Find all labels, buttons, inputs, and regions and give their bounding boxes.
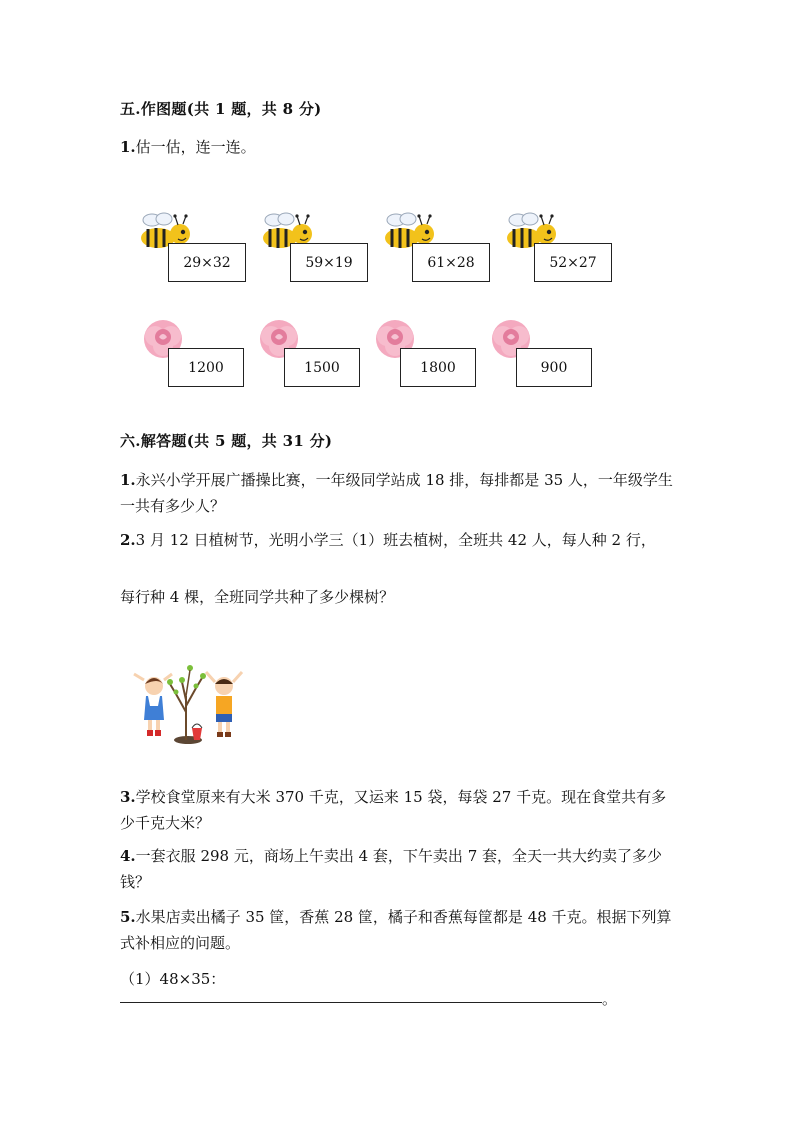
question-number: 2. — [120, 531, 136, 549]
result-box[interactable]: 1200 — [168, 348, 244, 387]
question-text: 3 月 12 日植树节，光明小学三（1）班去植树，全班共 42 人，每人种 2 行， — [135, 531, 656, 549]
question-6-3 — [120, 784, 680, 836]
expression-box[interactable]: 52×27 — [534, 243, 612, 282]
question-text: 水果店卖出橘子 35 筐，香蕉 28 筐，橘子和香蕉每筐都是 48 千克。根据下列算式补相应的问题。 — [120, 908, 672, 952]
expression-box[interactable]: 29×32 — [168, 243, 246, 282]
sub-question-label: （1）48×35： — [120, 970, 226, 988]
result-box[interactable]: 900 — [516, 348, 592, 387]
section-6-title: 六.解答题(共 5 题，共 31 分) — [120, 432, 333, 450]
question-number: 4. — [120, 847, 136, 865]
question-text: 一套衣服 298 元，商场上午卖出 4 套，下午卖出 7 套，全天一共大约卖了多少钱？ — [120, 847, 663, 891]
question-6-2 — [120, 527, 700, 553]
answer-line-end: 。 — [602, 990, 618, 1008]
question-number: 1. — [120, 471, 136, 489]
expression-box[interactable]: 61×28 — [412, 243, 490, 282]
question-text: 永兴小学开展广播操比赛，一年级同学站成 18 排，每排都是 35 人，一年级学生一共有多少人？ — [120, 471, 673, 515]
question-number: 5. — [120, 908, 136, 926]
result-box[interactable]: 1800 — [400, 348, 476, 387]
question-6-5 — [120, 904, 680, 956]
tree-planting-illustration — [128, 660, 252, 748]
answer-line[interactable] — [120, 1002, 602, 1003]
expression-box[interactable]: 59×19 — [290, 243, 368, 282]
question-6-2-continued: 每行种 4 棵，全班同学共种了多少棵树？ — [120, 588, 395, 606]
result-box[interactable]: 1500 — [284, 348, 360, 387]
question-text: 估一估，连一连。 — [135, 138, 256, 156]
question-5-1 — [120, 134, 680, 160]
question-6-1 — [120, 467, 680, 519]
question-text: 学校食堂原来有大米 370 千克，又运来 15 袋，每袋 27 千克。现在食堂共有多少千克大米？ — [120, 788, 667, 832]
question-6-4 — [120, 843, 680, 895]
question-number: 3. — [120, 788, 136, 806]
question-number: 1. — [120, 138, 136, 156]
section-5-title: 五.作图题(共 1 题，共 8 分) — [120, 100, 322, 118]
